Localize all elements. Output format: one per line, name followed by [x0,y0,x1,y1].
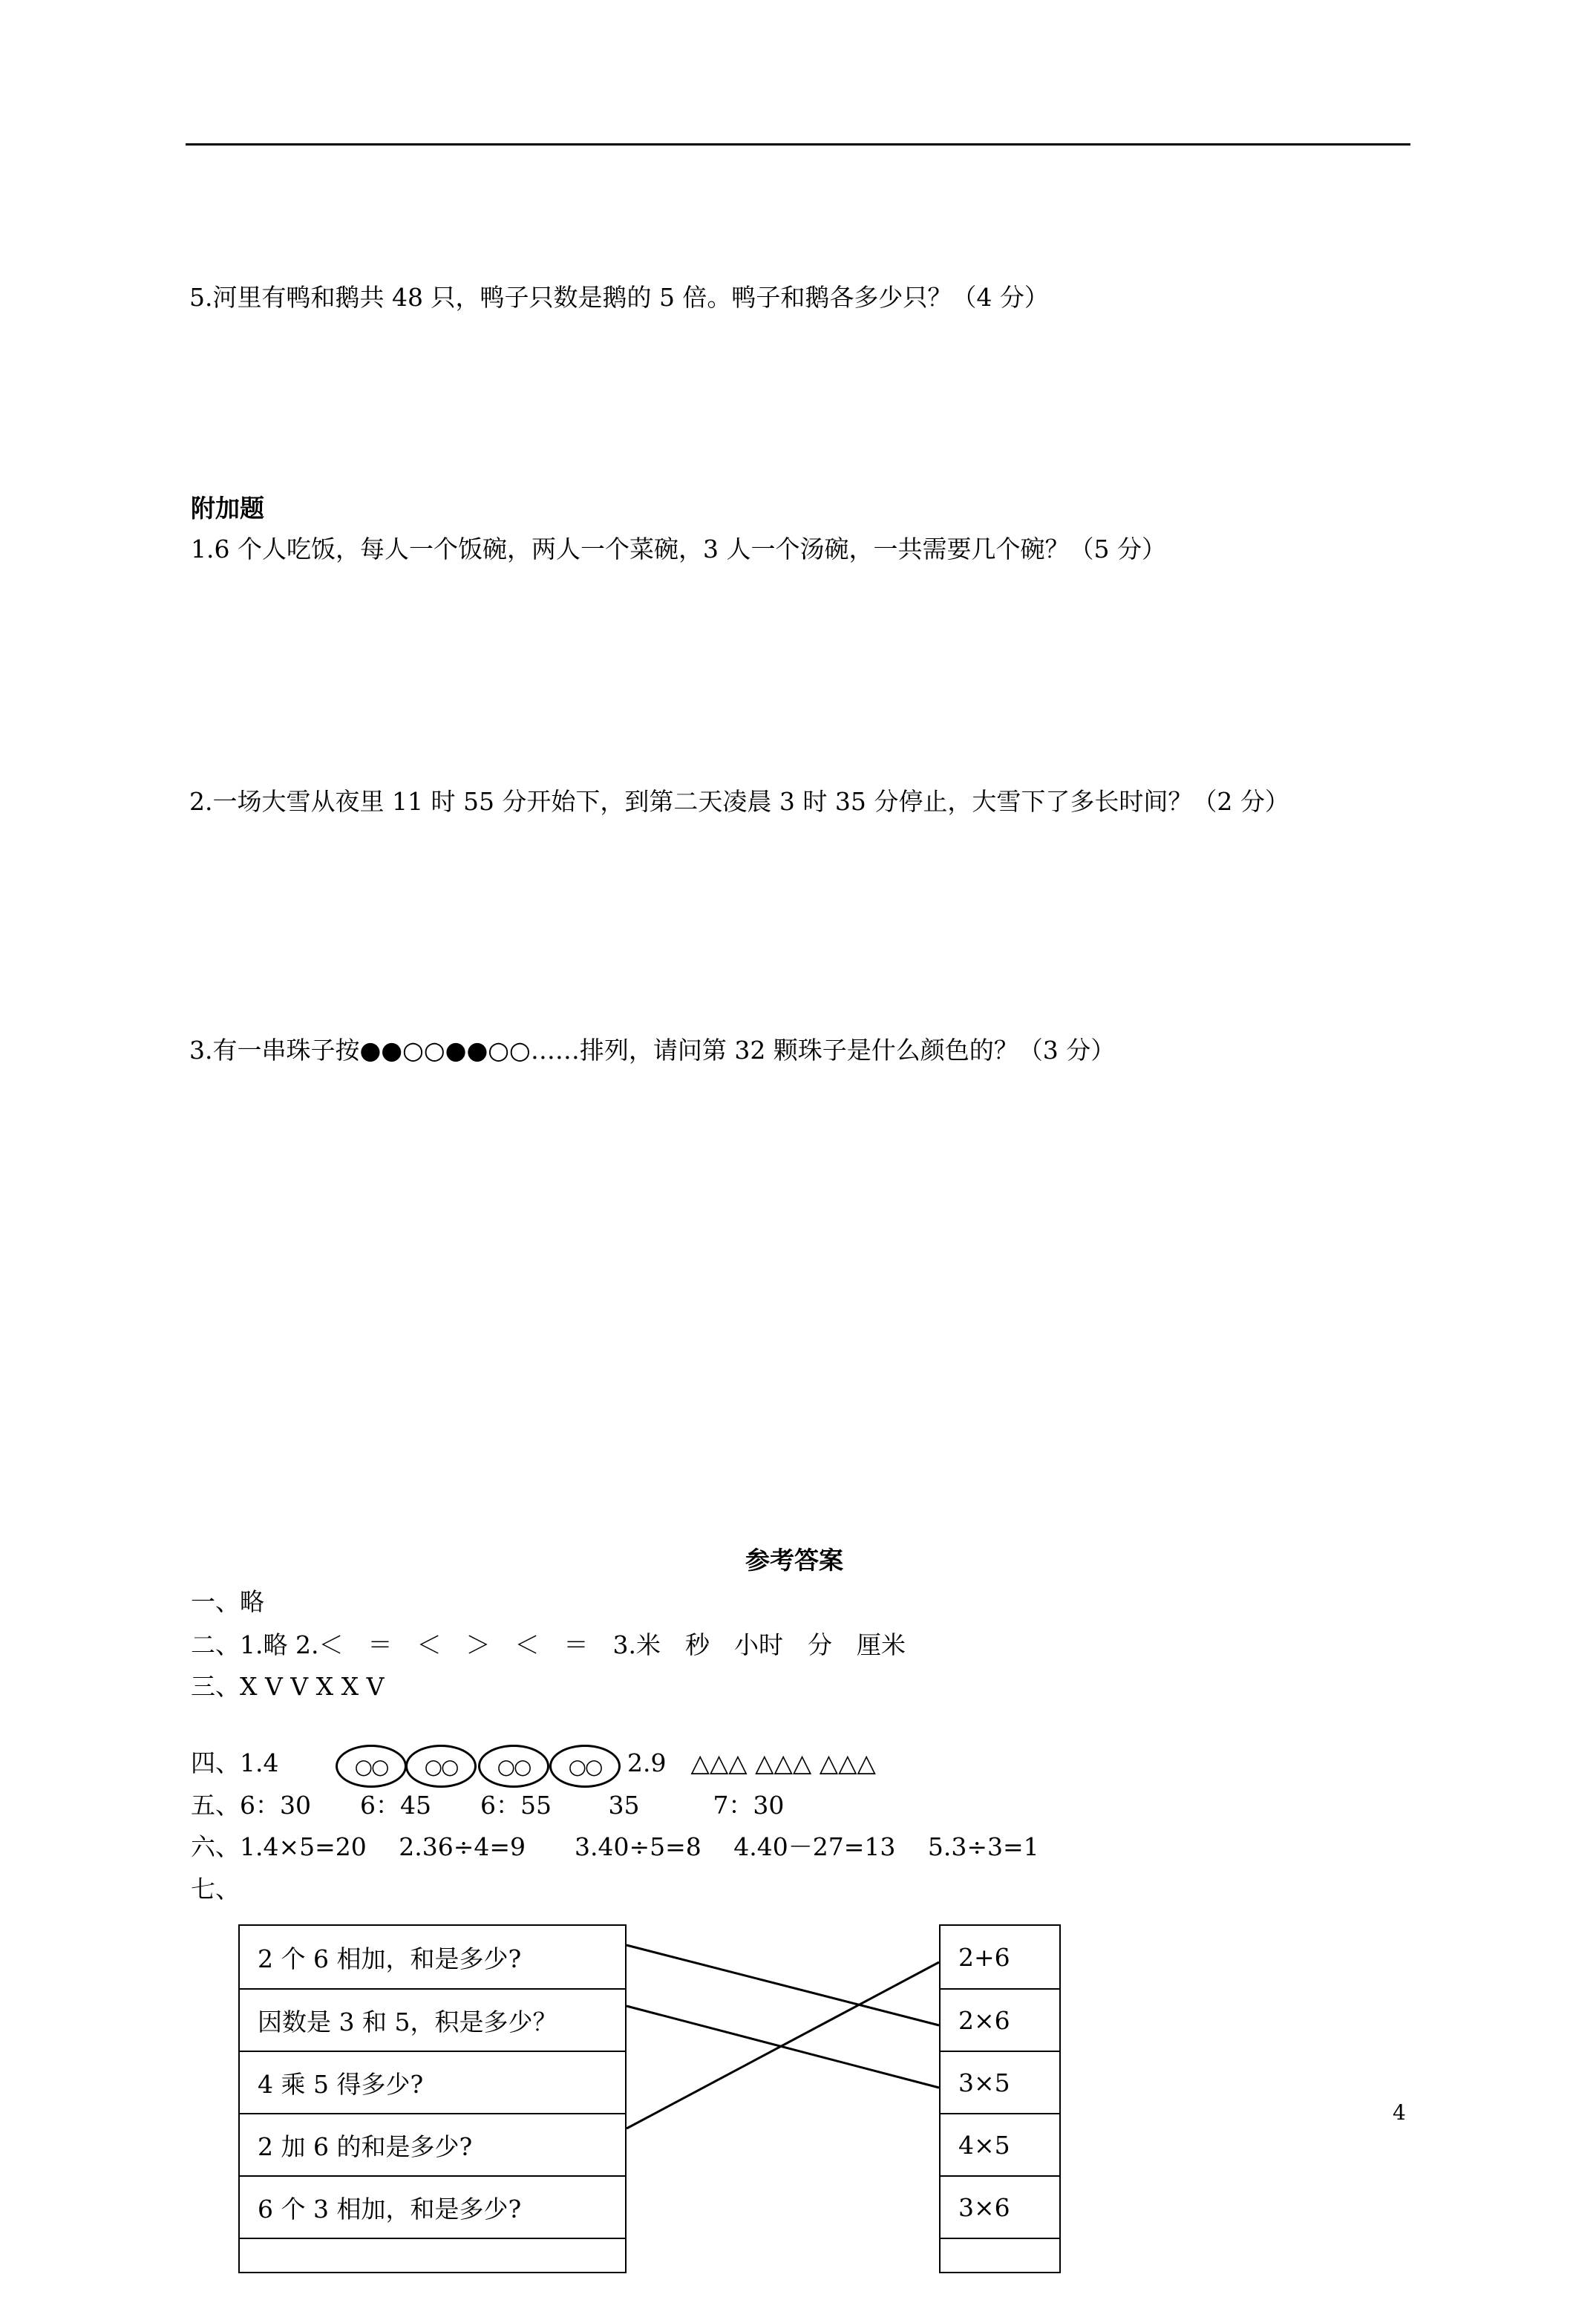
answer-five: 五、6：30 6：45 6：55 35 7：30 [191,1791,785,1820]
grouped-circles-oval: ○○ [549,1745,621,1788]
matching-left-item: 2 加 6 的和是多少? [240,2113,625,2175]
matching-right-item: 3×6 [941,2175,1059,2238]
answer-six: 六、1.4×5=20 2.36÷4=9 3.40÷5=8 4.40－27=13 5.3÷3=1 [191,1832,1039,1861]
bonus-title: 附加题 [191,494,264,523]
matching-left-item: 因数是 3 和 5，积是多少？ [240,1988,625,2051]
answers-title: 参考答案 [745,1546,843,1575]
matching-right-item: 4×5 [941,2113,1059,2175]
bonus-question-3: 3.有一串珠子按●●○○●●○○……排列，请问第 32 颗珠子是什么颜色的？（3 分） [189,1036,1116,1065]
matching-right-item: 3×5 [941,2051,1059,2113]
answer-four-prefix: 四、1.4 [191,1748,279,1777]
grouped-circles-oval: ○○ [336,1745,407,1788]
answer-one: 一、略 [191,1587,264,1616]
answer-seven: 七、 [191,1875,240,1904]
page-number: 4 [1393,2100,1406,2125]
answer-four-suffix: 2.9 △△△ △△△ △△△ [627,1748,876,1777]
matching-left-item: 4 乘 5 得多少? [240,2051,625,2113]
answer-three: 三、X V V X X V [191,1672,385,1701]
grouped-circles-oval: ○○ [478,1745,549,1788]
answer-two: 二、1.略 2.＜ ＝ ＜ ＞ ＜ ＝ 3.米 秒 小时 分 厘米 [191,1630,906,1659]
matching-left-item: 6 个 3 相加，和是多少? [240,2175,625,2238]
match-line [627,1962,939,2129]
bonus-question-1: 1.6 个人吃饭，每人一个饭碗，两人一个菜碗，3 人一个汤碗，一共需要几个碗？（5 分） [191,535,1166,563]
bonus-question-2: 2.一场大雪从夜里 11 时 55 分开始下，到第二天凌晨 3 时 35 分停止，大雪下了多长时间？（2 分） [189,787,1289,816]
matching-left-item: 2 个 6 相加，和是多少? [258,1944,522,1973]
matching-right-item: 2×6 [941,1988,1059,2051]
question-5: 5.河里有鸭和鹅共 48 只，鸭子只数是鹅的 5 倍。鸭子和鹅各多少只？（4 分） [189,283,1049,312]
match-line [627,1945,939,2025]
grouped-circles-oval: ○○ [405,1745,477,1788]
match-line [627,2006,939,2088]
matching-right-item: 2+6 [958,1942,1010,1972]
